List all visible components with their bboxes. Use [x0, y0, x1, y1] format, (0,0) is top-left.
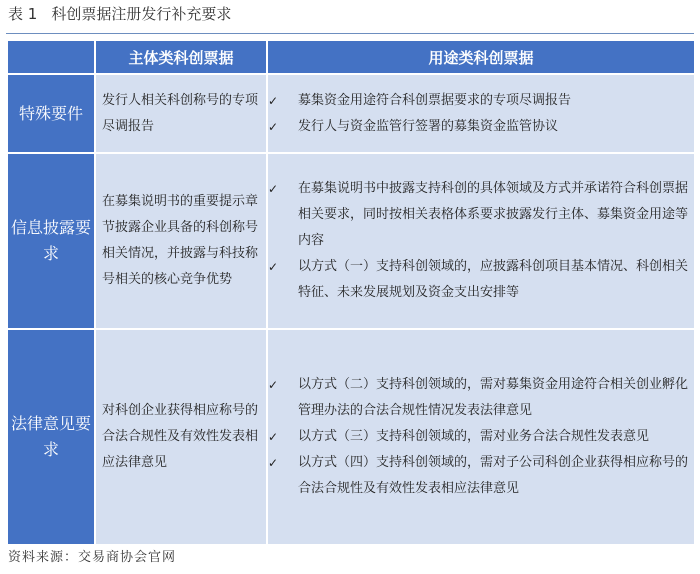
usage-cell: [267, 329, 695, 545]
list-item: [268, 88, 694, 114]
subject-cell: 对科创企业获得相应称号的合法合规性及有效性发表相应法律意见: [95, 329, 267, 545]
header-corner-cell: [7, 40, 95, 74]
list-item: [268, 114, 694, 140]
source-note: 资料来源：交易商协会官网: [8, 550, 177, 565]
list-item: [268, 372, 694, 424]
usage-item-text: 在募集说明书中披露支持科创的具体领域及方式并承诺符合科创票据相关要求，同时按相关表格体系要求披露发行主体、募集资金用途等内容: [298, 181, 689, 248]
table-number: 表 1: [8, 5, 38, 23]
requirements-table: [6, 39, 696, 546]
usage-cell: [267, 74, 695, 153]
checkmark-icon: ✓: [268, 378, 279, 392]
row-label-legal-opinion-requirements: 法律意见要求: [7, 329, 95, 545]
checkmark-icon: ✓: [268, 260, 279, 274]
usage-item-text: 以方式（四）支持科创领域的，需对子公司科创企业获得相应称号的合法合规性及有效性发表相应法律意见: [298, 455, 689, 496]
checkmark-icon: ✓: [268, 456, 279, 470]
subject-cell: 发行人相关科创称号的专项尽调报告: [95, 74, 267, 153]
checkmark-icon: ✓: [268, 119, 279, 134]
list-item: [268, 176, 694, 254]
usage-item-text: 发行人与资金监管行签署的募集资金监管协议: [298, 118, 559, 134]
list-item: [268, 450, 694, 502]
list-item: [268, 254, 694, 306]
header-usage: 用途类科创票据: [267, 40, 695, 74]
table-row: [7, 153, 695, 329]
checkmark-icon: ✓: [268, 93, 279, 108]
list-item: [268, 424, 694, 450]
usage-item-text: 募集资金用途符合科创票据要求的专项尽调报告: [298, 92, 572, 108]
usage-item-text: 以方式（一）支持科创领域的，应披露科创项目基本情况、科创相关特征、未来发展规划及资金支出安排等: [298, 259, 689, 300]
usage-item-text: 以方式（三）支持科创领域的，需对业务合法合规性发表意见: [298, 429, 650, 444]
caption-divider: [6, 33, 694, 34]
table-row: [7, 329, 695, 545]
header-subject: 主体类科创票据: [95, 40, 267, 74]
table-header-row: [7, 40, 695, 74]
row-label-special-requirements: 特殊要件: [7, 74, 95, 153]
table-title: 科创票据注册发行补充要求: [51, 5, 232, 23]
checkmark-icon: ✓: [268, 182, 279, 196]
subject-cell: 在募集说明书的重要提示章节披露企业具备的科创称号相关情况，并披露与科技称号相关的核心竞争优势: [95, 153, 267, 329]
table-row: [7, 74, 695, 153]
row-label-disclosure-requirements: 信息披露要求: [7, 153, 95, 329]
usage-cell: [267, 153, 695, 329]
checkmark-icon: ✓: [268, 430, 279, 444]
usage-item-text: 以方式（二）支持科创领域的，需对募集资金用途符合相关创业孵化管理办法的合法合规性情况发表法律意见: [298, 377, 689, 418]
table-caption: [8, 3, 231, 25]
